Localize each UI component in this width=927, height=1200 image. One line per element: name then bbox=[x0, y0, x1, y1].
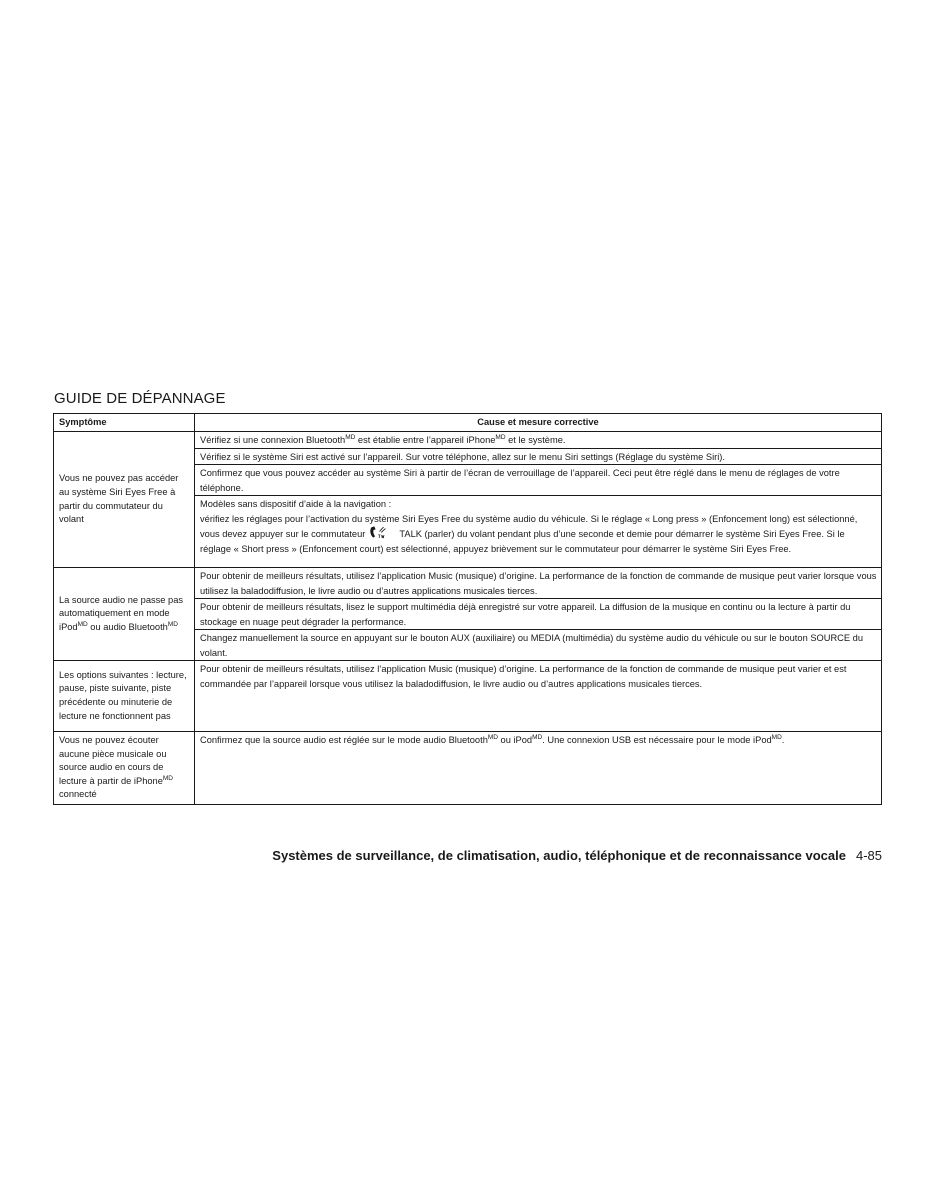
superscript-mark: MD bbox=[771, 734, 782, 741]
symptom-cell bbox=[54, 732, 195, 805]
text-segment: et le système. bbox=[505, 435, 566, 445]
header-symptom: Symptôme bbox=[54, 414, 195, 432]
text-segment: Pour obtenir de meilleurs résultats, lisez le support multimédia déjà enregistré sur votre appareil. La diffusion de la musique en continu ou la lecture à partir du stockage en nuage peut dégrader la performance. bbox=[200, 602, 851, 627]
text-segment: TALK (parler) du volant pendant plus d’une seconde et demie pour démarrer le système Siri Eyes Free. Si le réglage « Short press » (Enfoncement court) est sélectionné, appuyez brièvement sur le commutateur pour démarrer le système Siri Eyes Free. bbox=[200, 529, 845, 554]
text-segment: Vous ne pouvez pas accéder au système Siri Eyes Free à partir du commutateur du volant bbox=[59, 473, 179, 525]
cause-cell bbox=[195, 630, 882, 661]
text-segment: Les options suivantes : lecture, pause, piste suivante, piste précédente ou minuterie de lecture ne fonctionnent pas bbox=[59, 669, 187, 721]
chapter-title: Systèmes de surveillance, de climatisation, audio, téléphonique et de reconnaissance vocale bbox=[272, 848, 846, 863]
cause-cell bbox=[195, 496, 882, 568]
table-row bbox=[54, 732, 882, 805]
table-body bbox=[54, 432, 882, 805]
troubleshooting-table bbox=[53, 413, 882, 805]
superscript-mark: MD bbox=[532, 734, 543, 741]
text-segment: ou audio Bluetooth bbox=[87, 621, 168, 632]
text-segment: Changez manuellement la source en appuyant sur le bouton AUX (auxiliaire) ou MEDIA (multimédia) du système audio du véhicule ou sur le bouton SOURCE du volant. bbox=[200, 633, 864, 658]
table-row bbox=[54, 661, 882, 732]
symptom-cell bbox=[54, 568, 195, 661]
text-segment: La source audio ne passe pas automatiquement en mode iPod bbox=[59, 594, 184, 632]
cause-cell bbox=[195, 448, 882, 465]
text-segment: . Une connexion USB est nécessaire pour le mode iPod bbox=[542, 735, 772, 745]
text-segment: Modèles sans dispositif d’aide à la navigation : bbox=[200, 499, 392, 509]
cause-cell bbox=[195, 568, 882, 599]
text-segment: Pour obtenir de meilleurs résultats, utilisez l’application Music (musique) d’origine. La performance de la fonction de commande de musique peut varier et est commandée par l’appareil lorsque vous utilisez la baladodiffusion, le livre audio ou d’autres applications musicales tierces. bbox=[200, 664, 847, 689]
header-cause: Cause et mesure corrective bbox=[195, 414, 882, 432]
talk-phone-icon bbox=[369, 526, 391, 539]
superscript-mark: MD bbox=[495, 434, 506, 441]
symptom-cell bbox=[54, 432, 195, 568]
superscript-mark: MD bbox=[167, 620, 178, 628]
table-header-row bbox=[54, 414, 882, 432]
table-row bbox=[54, 432, 882, 449]
text-segment: est établie entre l’appareil iPhone bbox=[355, 435, 496, 445]
text-segment: . bbox=[781, 735, 785, 745]
page-footer bbox=[272, 848, 882, 863]
cause-cell bbox=[195, 599, 882, 630]
text-segment: Pour obtenir de meilleurs résultats, utilisez l’application Music (musique) d’origine. La performance de la fonction de commande de musique peut varier lorsque vous utilisez la baladodiffusion, le livre audio ou d’autres applications musicales tierces. bbox=[200, 571, 877, 596]
cause-cell bbox=[195, 661, 882, 732]
superscript-mark: MD bbox=[162, 774, 173, 782]
cause-cell bbox=[195, 732, 882, 805]
text-segment: Confirmez que la source audio est réglée sur le mode audio Bluetooth bbox=[200, 735, 488, 745]
table-row bbox=[54, 568, 882, 599]
text-segment: vérifiez les réglages pour l’activation du système Siri Eyes Free du système audio du véhicule. Si le réglage « Long press » (Enfoncement long) est sélectionné, vous devez appuyer sur le commutateur bbox=[200, 513, 858, 539]
text-segment: ou iPod bbox=[497, 735, 533, 745]
text-segment: Confirmez que vous pouvez accéder au système Siri à partir de l’écran de verrouillage de l’appareil. Ceci peut être réglé dans le menu de réglages de votre téléphone. bbox=[200, 468, 840, 493]
section-title: GUIDE DE DÉPANNAGE bbox=[54, 390, 226, 407]
page-number: 4-85 bbox=[855, 848, 882, 863]
text-segment: Vérifiez si le système Siri est activé sur l’appareil. Sur votre téléphone, allez sur le menu Siri settings (Réglage du système Siri). bbox=[200, 451, 725, 462]
superscript-mark: MD bbox=[345, 434, 356, 441]
superscript-mark: MD bbox=[487, 734, 498, 741]
symptom-cell bbox=[54, 661, 195, 732]
cause-cell bbox=[195, 465, 882, 496]
text-segment: Vous ne pouvez écouter aucune pièce musicale ou source audio en cours de lecture à partir de iPhone bbox=[59, 735, 167, 786]
cause-cell bbox=[195, 432, 882, 449]
text-segment: Vérifiez si une connexion Bluetooth bbox=[200, 435, 346, 445]
superscript-mark: MD bbox=[77, 620, 88, 628]
text-segment: connecté bbox=[59, 789, 97, 800]
